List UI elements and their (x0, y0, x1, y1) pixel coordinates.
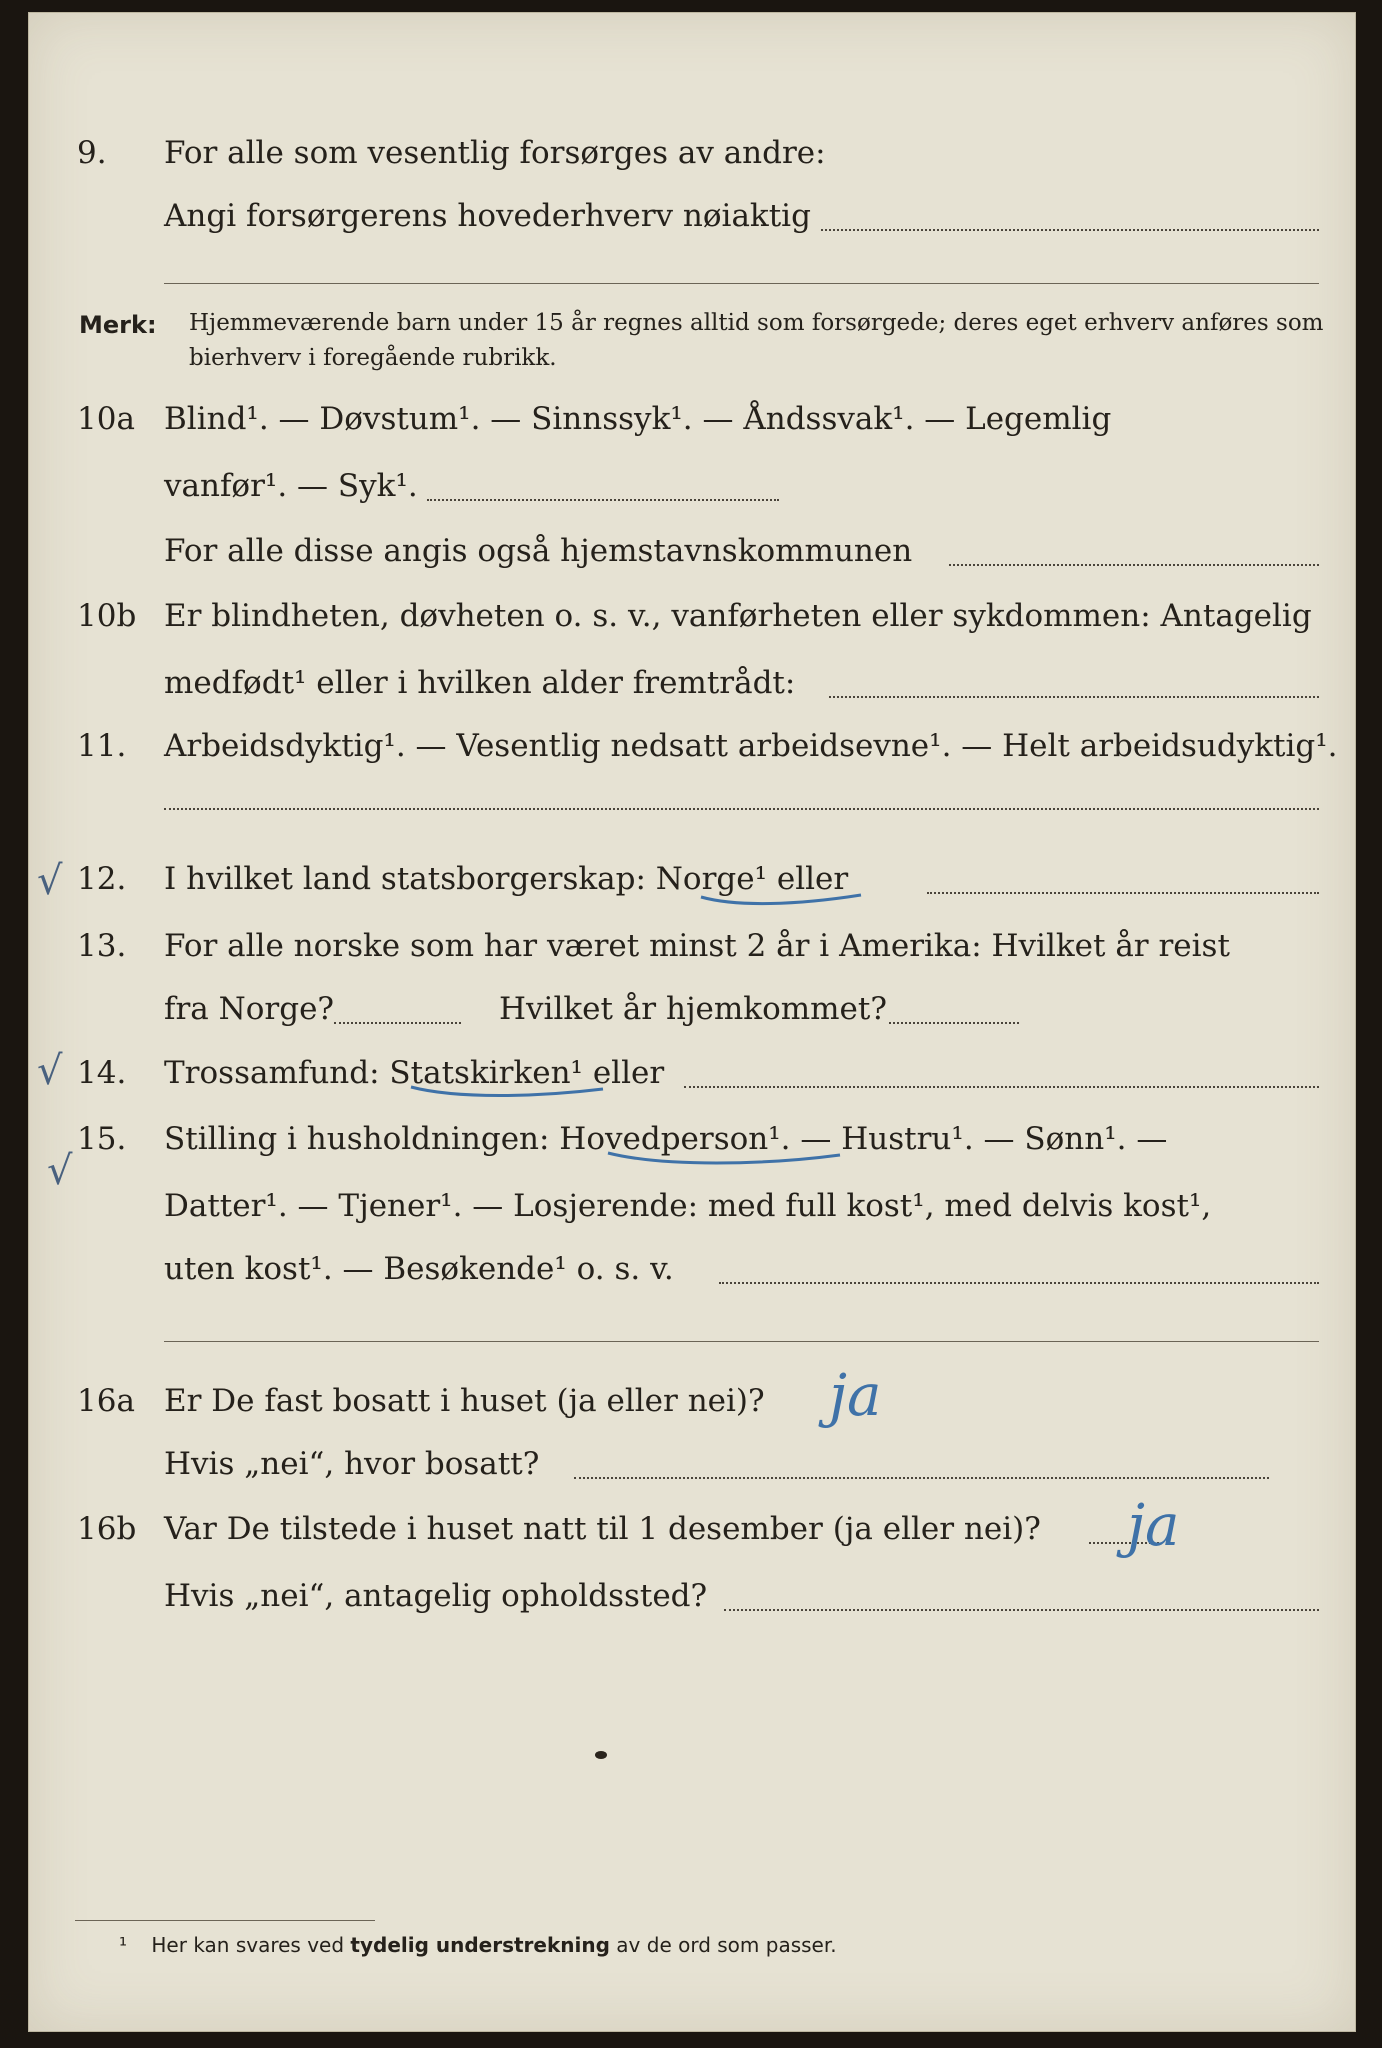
q14-number: 14. (77, 1055, 127, 1091)
hovedperson-underline-mark (604, 1145, 844, 1169)
q13-return-year-line[interactable] (889, 1022, 1019, 1024)
q16a-handwritten-answer: ja (829, 1361, 882, 1429)
q13-number: 13. (77, 928, 127, 964)
check-mark-icon: √ (37, 858, 63, 904)
q12-answer-line[interactable] (927, 892, 1319, 894)
footnote (119, 1933, 837, 1957)
footnote-text-bold: tydelig understrekning (350, 1933, 610, 1957)
q16a-answer-line[interactable] (574, 1477, 1269, 1479)
q10b-text: Er blindheten, døvheten o. s. v., vanførheten eller sykdommen: Antagelig (164, 598, 1312, 634)
footnote-marker: ¹ (119, 1933, 128, 1957)
q12-text: I hvilket land statsborgerskap: Norge¹ eller (164, 861, 849, 897)
q9-text-2: Angi forsørgerens hovederhverv nøiaktig (164, 198, 811, 234)
q10a-text: Blind¹. — Døvstum¹. — Sinnssyk¹. — Åndssvak¹. — Legemlig (164, 401, 1112, 437)
q9-answer-line[interactable] (821, 229, 1319, 231)
footnote-text-2: av de ord som passer. (609, 1933, 837, 1957)
q10a-home-municipality-line[interactable] (949, 564, 1319, 566)
q10a-text-3: For alle disse angis også hjemstavnskommunen (164, 533, 913, 569)
q10b-text-2: medfødt¹ eller i hvilken alder fremtrådt: (164, 665, 796, 701)
q15-answer-line[interactable] (719, 1282, 1319, 1284)
q13-text: For alle norske som har været minst 2 år i Amerika: Hvilket år reist (164, 928, 1230, 964)
norge-underline-mark (697, 885, 867, 909)
q10b-number: 10b (77, 598, 137, 634)
q16b-text: Var De tilstede i huset natt til 1 desember (ja eller nei)? (164, 1511, 1041, 1547)
q11-text: Arbeidsdyktig¹. — Vesentlig nedsatt arbeidsevne¹. — Helt arbeidsudyktig¹. (164, 728, 1338, 764)
q15-answer-line-2[interactable] (164, 1341, 1319, 1342)
statskirken-underline-mark (407, 1079, 607, 1103)
merk-text: Hjemmeværende barn under 15 år regnes alltid som forsørgede; deres eget erhverv anføres som bierhverv i foregående rubrikk. (189, 310, 1324, 371)
ink-dot (595, 1751, 607, 1759)
q14-answer-line[interactable] (684, 1086, 1319, 1088)
q14-text: Trossamfund: Statskirken¹ eller (164, 1055, 665, 1091)
q15-text-3: uten kost¹. — Besøkende¹ o. s. v. (164, 1251, 674, 1287)
q16b-whereabouts-line[interactable] (724, 1609, 1319, 1611)
q9-answer-line-2[interactable] (164, 283, 1319, 284)
q10b-answer-line[interactable] (829, 696, 1319, 698)
q10a-text-2: vanfør¹. — Syk¹. (164, 468, 418, 504)
q15-text: Stilling i husholdningen: Hovedperson¹. — Hustru¹. — Sønn¹. — (164, 1121, 1168, 1157)
q11-number: 11. (77, 728, 127, 764)
q16b-number: 16b (77, 1511, 137, 1547)
check-mark-icon: √ (47, 1148, 73, 1194)
q16a-number: 16a (77, 1383, 135, 1419)
q16b-handwritten-answer: ja (1127, 1491, 1180, 1559)
q11-answer-line[interactable] (164, 808, 1319, 810)
q16a-text: Er De fast bosatt i huset (ja eller nei)? (164, 1383, 765, 1419)
q13-text-2a: fra Norge? (164, 991, 335, 1027)
q10a-answer-line[interactable] (427, 499, 779, 501)
q16b-text-2: Hvis „nei“, antagelig opholdssted? (164, 1578, 708, 1614)
q16a-text-2: Hvis „nei“, hvor bosatt? (164, 1446, 540, 1482)
q13-text-2b: Hvilket år hjemkommet? (499, 991, 887, 1027)
census-form-page (28, 12, 1356, 2032)
q9-text: For alle som vesentlig forsørges av andre: (164, 135, 826, 171)
check-mark-icon: √ (37, 1048, 63, 1094)
merk-label: Merk: (79, 311, 157, 339)
q15-number: 15. (77, 1121, 127, 1157)
q15-text-2: Datter¹. — Tjener¹. — Losjerende: med full kost¹, med delvis kost¹, (164, 1188, 1212, 1224)
q10a-number: 10a (77, 401, 135, 437)
q9-number: 9. (77, 135, 107, 171)
footnote-divider (75, 1920, 375, 1921)
q13-departure-year-line[interactable] (334, 1022, 461, 1024)
footnote-text-1: Her kan svares ved (151, 1933, 351, 1957)
q12-number: 12. (77, 861, 127, 897)
